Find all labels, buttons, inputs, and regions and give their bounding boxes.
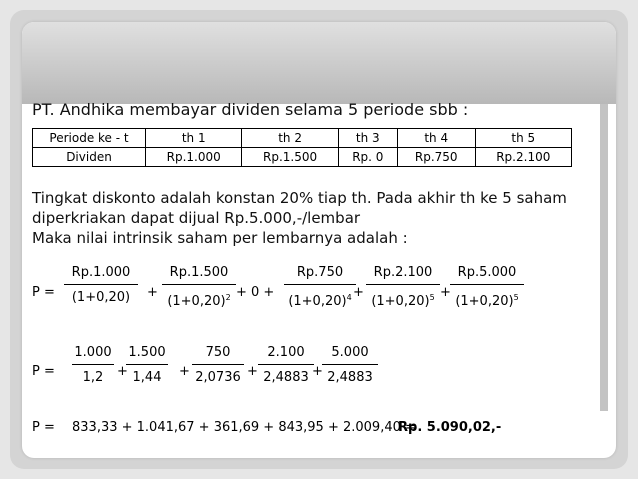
slide-content (22, 22, 616, 458)
denominator: $(1+0,20)^5$ (455, 293, 519, 309)
table-cell: Dividen (33, 148, 146, 167)
operator: + (179, 364, 190, 379)
fraction-bar (126, 364, 168, 365)
table-cell: Rp.1.000 (146, 148, 242, 167)
table-header-row (33, 129, 572, 148)
problem-paragraph (32, 188, 592, 248)
fraction-bar (366, 284, 440, 285)
numerator: Rp.750 (296, 265, 344, 280)
fraction-bar (192, 364, 244, 365)
numerator: 750 (205, 345, 231, 360)
dividend-table (32, 128, 572, 167)
operator: + 0 + (236, 285, 275, 300)
slide-card (22, 22, 616, 458)
table-cell: Rp.1.500 (242, 148, 338, 167)
paragraph-line: diperkriakan dapat dijual Rp.5.000,-/lembar (32, 209, 361, 227)
table-cell: Rp. 0 (338, 148, 397, 167)
numerator: 1.500 (128, 345, 166, 360)
denominator: (1+0,20) (71, 290, 131, 305)
eq1-fraction (162, 264, 236, 309)
numerator: Rp.1.500 (169, 265, 229, 280)
fraction-bar (322, 364, 378, 365)
denominator: 1,44 (132, 370, 162, 385)
denominator: 2,4883 (263, 370, 309, 385)
fraction-bar (258, 364, 314, 365)
operator: + (312, 364, 323, 379)
table-cell: th 2 (242, 129, 338, 148)
operator: + (247, 364, 258, 379)
eq2-fraction (192, 344, 244, 386)
eq3-result: Rp. 5.090,02,- (398, 420, 502, 435)
fraction-bar (64, 284, 138, 285)
denominator: 1,2 (82, 370, 104, 385)
table-row (33, 148, 572, 167)
eq2-fraction (322, 344, 378, 386)
numerator: Rp.2.100 (373, 265, 433, 280)
table-cell: th 1 (146, 129, 242, 148)
paragraph-line: Tingkat diskonto adalah konstan 20% tiap th. Pada akhir th ke 5 saham (32, 189, 567, 207)
operator: + (147, 285, 158, 300)
table-cell: th 3 (338, 129, 397, 148)
eq1-lhs: P = (32, 285, 55, 300)
numerator: 5.000 (331, 345, 369, 360)
eq3-lhs: P = (32, 420, 55, 435)
numerator: 2.100 (267, 345, 305, 360)
denominator: $(1+0,20)^4$ (288, 293, 352, 309)
fraction-bar (72, 364, 114, 365)
eq1-fraction (64, 264, 138, 306)
table-cell: th 4 (397, 129, 475, 148)
eq1-fraction (450, 264, 524, 309)
denominator: $(1+0,20)^2$ (167, 293, 231, 309)
eq2-fraction (126, 344, 168, 386)
eq3-expression: 833,33 + 1.041,67 + 361,69 + 843,95 + 2.009,40 = (72, 420, 416, 435)
operator: + (440, 285, 451, 300)
table-cell: Periode ke - t (33, 129, 146, 148)
numerator: Rp.5.000 (457, 265, 517, 280)
eq2-fraction (72, 344, 114, 386)
fraction-bar (162, 284, 236, 285)
operator: + (353, 285, 364, 300)
eq1-fraction (284, 264, 356, 309)
eq1-fraction (366, 264, 440, 309)
numerator: 1.000 (74, 345, 112, 360)
denominator: 2,0736 (195, 370, 241, 385)
eq2-fraction (258, 344, 314, 386)
intro-text: PT. Andhika membayar dividen selama 5 periode sbb : (32, 100, 469, 119)
paragraph-line: Maka nilai intrinsik saham per lembarnya adalah : (32, 229, 408, 247)
fraction-bar (450, 284, 524, 285)
eq2-lhs: P = (32, 364, 55, 379)
operator: + (117, 364, 128, 379)
table-cell: Rp.750 (397, 148, 475, 167)
fraction-bar (284, 284, 356, 285)
denominator: $(1+0,20)^5$ (371, 293, 435, 309)
denominator: 2,4883 (327, 370, 373, 385)
table-cell: th 5 (475, 129, 571, 148)
table-cell: Rp.2.100 (475, 148, 571, 167)
numerator: Rp.1.000 (71, 265, 131, 280)
